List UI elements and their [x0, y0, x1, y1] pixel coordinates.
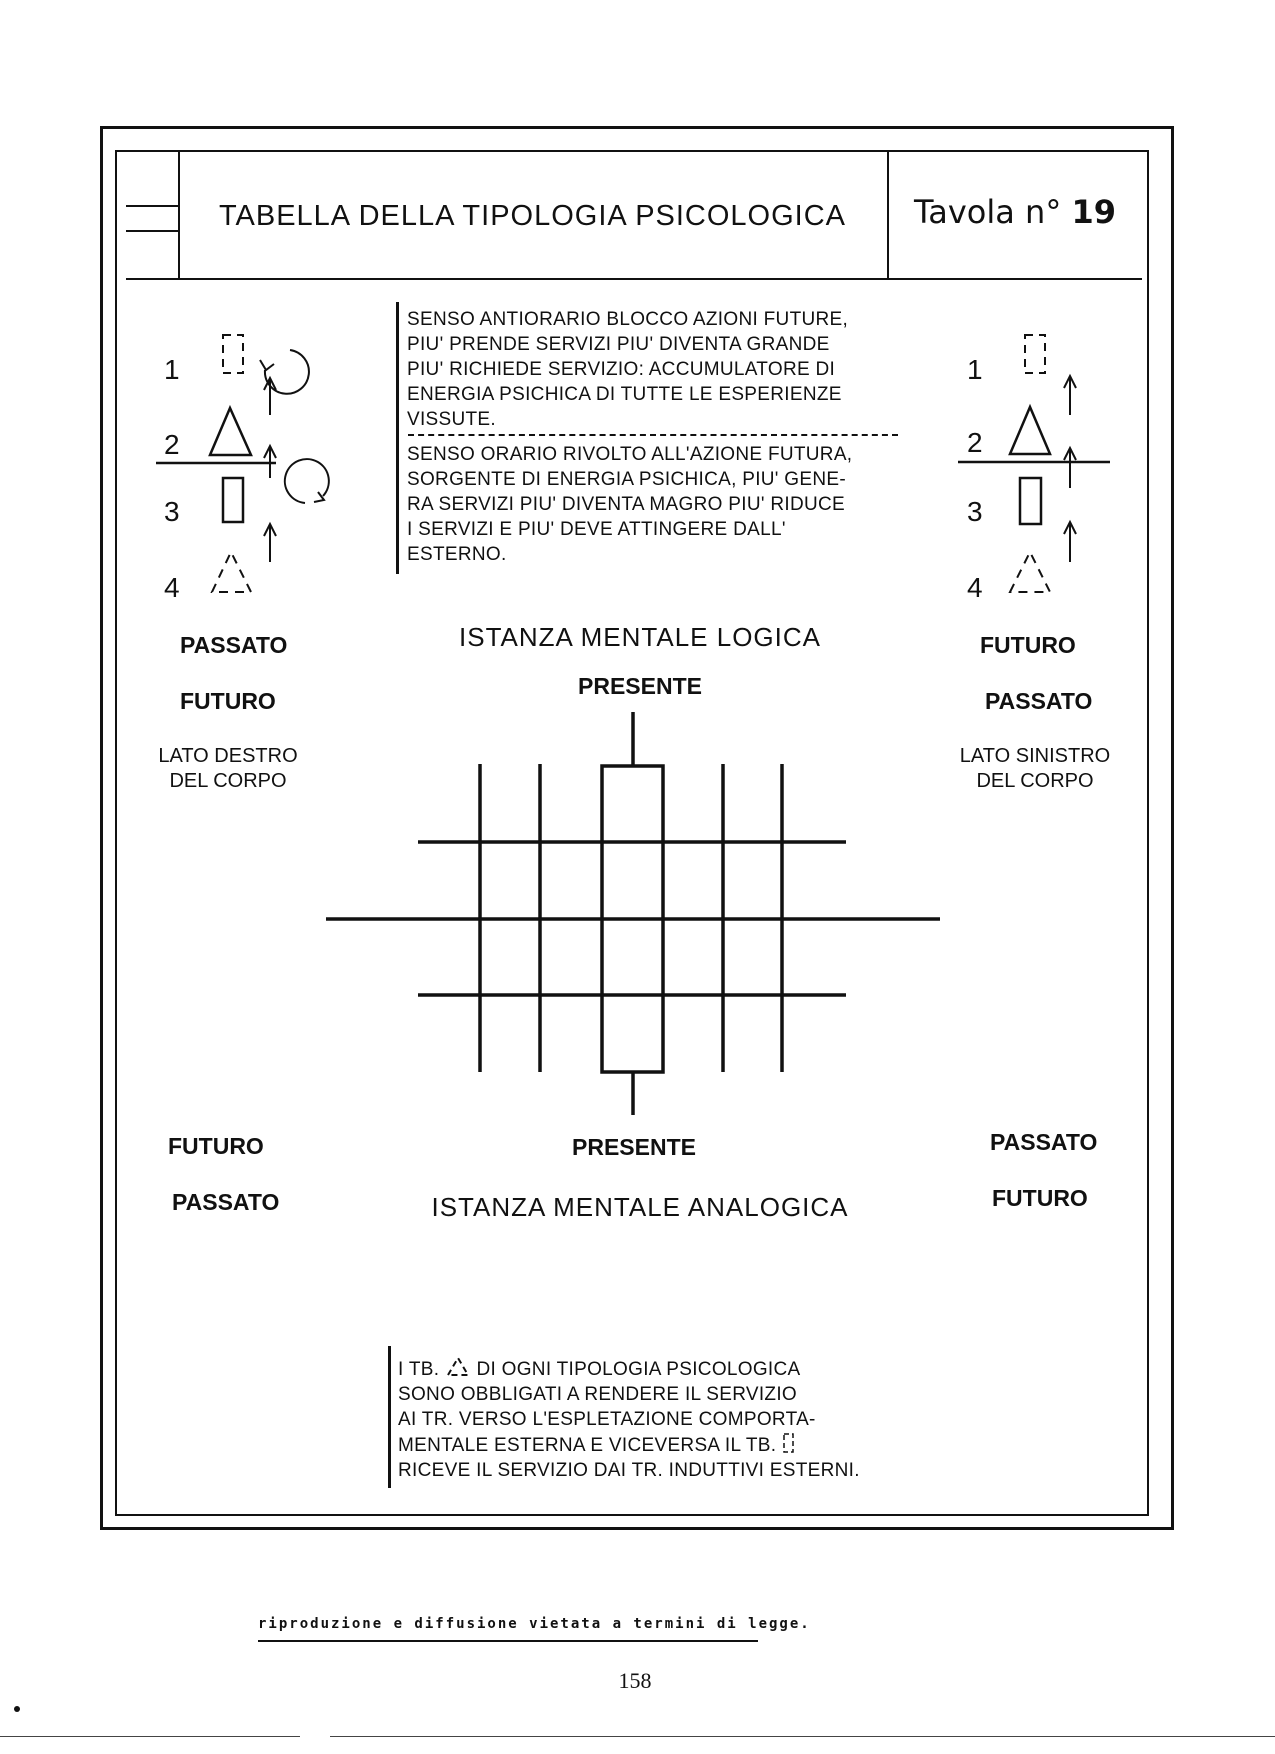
present-top: PRESENTE: [578, 673, 702, 699]
note-bottom: I TB. DI OGNI TIPOLOGIA PSICOLOGICA SONO OBBLIGATI A RENDERE IL SERVIZIO AI TR. VERSO L'ESPLETAZIONE COMPORTA- MENTALE ESTERNA E VICEVERSA IL TB. RICEVE IL SERVIZIO DAI TR. INDUTTIVI ESTERNI.: [398, 1355, 860, 1483]
right-label-passato: PASSATO: [985, 688, 1093, 714]
dashed-triangle-icon: [445, 1355, 471, 1377]
left-bottom-passato: PASSATO: [172, 1189, 280, 1215]
counterclockwise-arrow-icon: [265, 350, 309, 394]
header-separator: [887, 152, 889, 278]
right-label-futuro: FUTURO: [980, 632, 1076, 658]
footer-copyright: riproduzione e diffusione vietata a termini di legge.: [258, 1616, 811, 1632]
notes-vertical-bar: [396, 302, 399, 574]
left-body-side: LATO DESTRO DEL CORPO: [158, 745, 298, 792]
dashed-rectangle-icon: [1025, 335, 1045, 373]
triangle-icon: [1010, 407, 1050, 454]
central-grid-diagram: [320, 700, 950, 1120]
page-number: 158: [618, 1668, 652, 1693]
arrow-up-icon: [1064, 448, 1076, 488]
present-bottom: PRESENTE: [572, 1134, 696, 1160]
dashed-rectangle-icon: [223, 335, 243, 373]
page-title: TABELLA DELLA TIPOLOGIA PSICOLOGICA: [218, 200, 847, 232]
dashed-rectangle-icon: [782, 1432, 796, 1454]
bottom-note-bar: [388, 1346, 391, 1488]
header-left-strip: [126, 152, 180, 278]
right-number-4: 4: [967, 572, 983, 603]
stance-logica: ISTANZA MENTALE LOGICA: [459, 622, 821, 652]
tavola-label: Tavola n° 19: [913, 193, 1117, 231]
left-number-4: 4: [164, 572, 180, 603]
scan-line-left: [0, 1736, 300, 1737]
right-body-side: LATO SINISTRO DEL CORPO: [959, 745, 1111, 792]
arrow-up-icon: [1064, 522, 1076, 562]
stance-analogica: ISTANZA MENTALE ANALOGICA: [431, 1192, 849, 1222]
note-clockwise: SENSO ORARIO RIVOLTO ALL'AZIONE FUTURA, SORGENTE DI ENERGIA PSICHICA, PIU' GENE- RA SERVIZI PIU' DIVENTA MAGRO PIU' RIDUCE I SERVIZI E PIU' DEVE ATTINGERE DALL' ESTERNO.: [407, 444, 853, 565]
left-number-3: 3: [164, 496, 180, 527]
left-bottom-futuro: FUTURO: [168, 1133, 264, 1159]
note-dashed-divider: [408, 434, 898, 436]
arrow-up-icon: [1064, 376, 1076, 415]
right-bottom-passato: PASSATO: [990, 1129, 1098, 1155]
triangle-icon: [210, 408, 251, 455]
left-symbols-diagram: [150, 320, 360, 610]
left-label-futuro: FUTURO: [180, 688, 276, 714]
left-number-2: 2: [164, 429, 180, 460]
arrow-up-icon: [264, 378, 276, 415]
dashed-triangle-icon: [212, 552, 251, 592]
rectangle-icon: [223, 478, 243, 522]
scan-dot: [14, 1706, 20, 1712]
note-counterclockwise: SENSO ANTIORARIO BLOCCO AZIONI FUTURE, PIU' PRENDE SERVIZI PIU' DIVENTA GRANDE PIU' RICHIEDE SERVIZIO: ACCUMULATORE DI ENERGIA PSICHICA DI TUTTE LE ESPERIENZE VISSUTE.: [407, 309, 849, 430]
arrow-up-icon: [264, 524, 276, 562]
scan-line-right: [330, 1736, 1275, 1737]
footer-rule: [258, 1640, 758, 1642]
right-symbols-diagram: [950, 320, 1120, 610]
rectangle-icon: [1020, 478, 1041, 524]
right-number-1: 1: [967, 354, 983, 385]
dashed-triangle-icon: [1010, 552, 1050, 592]
right-bottom-futuro: FUTURO: [992, 1185, 1088, 1211]
left-number-1: 1: [164, 354, 180, 385]
left-label-passato: PASSATO: [180, 632, 288, 658]
right-number-2: 2: [967, 427, 983, 458]
right-number-3: 3: [967, 496, 983, 527]
